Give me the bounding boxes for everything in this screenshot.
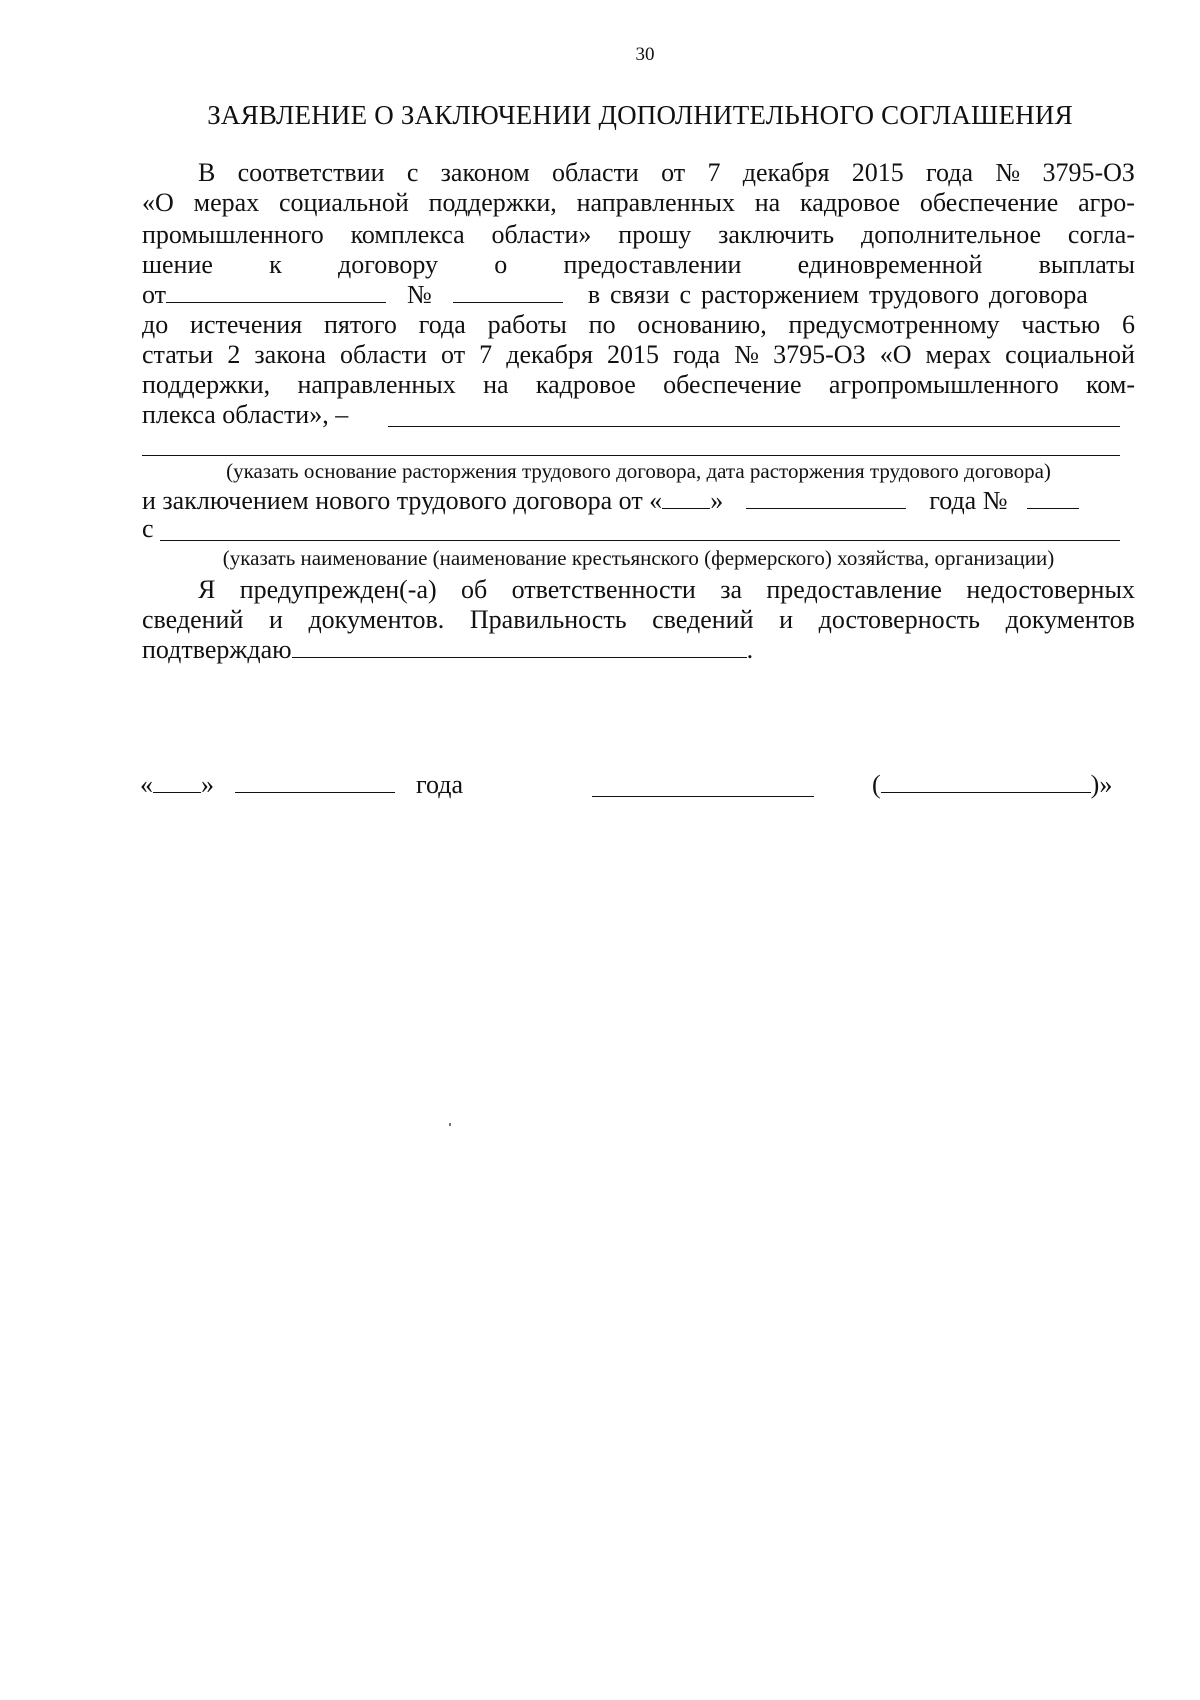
word: «О [879, 340, 912, 369]
word: сведений [652, 605, 754, 634]
word: документов [1005, 605, 1135, 634]
sig-open-quote: « [140, 770, 153, 799]
word: В [198, 158, 216, 187]
sig-year-label: года [416, 770, 464, 799]
word: о [494, 250, 508, 279]
sig-close-quote: » [201, 770, 214, 799]
word: единовременной [797, 250, 983, 279]
word: прошу [618, 220, 692, 249]
word: шение [142, 250, 213, 279]
body-line-1 [198, 158, 1135, 188]
new-contract-year-label: года № [929, 486, 1008, 515]
word: достоверность [818, 605, 981, 634]
word: области [340, 340, 427, 369]
signature-date [140, 770, 463, 800]
word: года [673, 340, 721, 369]
word: Я [198, 575, 216, 604]
word: статьи [142, 340, 214, 369]
contract-number-field[interactable] [453, 280, 563, 303]
new-contract-month-field[interactable] [746, 486, 906, 509]
word: мерах [193, 188, 260, 217]
word: сведений [142, 605, 244, 634]
termination-hint: (указать основание расторжения трудового договора, дата расторжения трудового договора) [226, 459, 1051, 483]
word: связи [610, 280, 670, 309]
word: расторжением [700, 280, 860, 309]
word: области» [491, 220, 592, 249]
warning-line-3 [142, 635, 1135, 665]
word: направленных [297, 370, 456, 399]
word: истечения [190, 310, 303, 339]
word: предоставлении [563, 250, 742, 279]
word: на [754, 188, 781, 217]
word: обеспечение [663, 370, 802, 399]
with-label: с [142, 514, 154, 543]
sig-month-field[interactable] [235, 770, 395, 793]
word: «О [142, 188, 174, 217]
word: поддержки, [142, 370, 271, 399]
confirm-period: . [746, 635, 754, 664]
word: поддержки, [428, 188, 557, 217]
word: и [268, 605, 283, 634]
scan-speck [449, 1123, 451, 1126]
word: декабря [742, 158, 830, 187]
body-line-6 [142, 310, 1135, 340]
word: года [418, 310, 466, 339]
word: направленных [576, 188, 735, 217]
word: 7 [707, 158, 721, 187]
body-line-2 [142, 188, 1135, 218]
word: выплаты [1038, 250, 1135, 279]
body-line-5-tail [588, 280, 1088, 310]
word: комплекса [350, 220, 465, 249]
word: № [734, 340, 760, 369]
word: Правильность [469, 605, 627, 634]
word: агропромышленного [828, 370, 1059, 399]
word: 2 [227, 340, 241, 369]
word: заключить [718, 220, 835, 249]
word: частью [1021, 310, 1101, 339]
word: 3795-ОЗ [773, 340, 866, 369]
contract-date-field[interactable] [166, 280, 386, 303]
word: года [926, 158, 974, 187]
word: с [679, 280, 692, 309]
sig-day-field[interactable] [153, 770, 201, 793]
body-line-5 [142, 280, 1135, 310]
word: дополнительное [860, 220, 1042, 249]
document-title: ЗАЯВЛЕНИЕ О ЗАКЛЮЧЕНИИ ДОПОЛНИТЕЛЬНОГО СОГЛАШЕНИЯ [207, 100, 1073, 130]
word: по [588, 310, 616, 339]
word: ком- [1086, 370, 1135, 399]
body-line-8 [142, 370, 1135, 400]
body-line-4 [142, 250, 1135, 280]
termination-reason-field-2[interactable] [142, 455, 1120, 456]
word: в [587, 280, 601, 309]
word: к [269, 250, 282, 279]
word: кадровое [800, 188, 901, 217]
word: 2015 [607, 340, 660, 369]
new-contract-day-field[interactable] [662, 486, 710, 509]
new-contract-line [142, 486, 1135, 516]
word: пятого [323, 310, 397, 339]
word: от [441, 340, 466, 369]
signature-name [872, 770, 1112, 800]
word: предупрежден(-а) [239, 575, 437, 604]
word: и [779, 605, 794, 634]
word: 2015 [851, 158, 904, 187]
word: об [461, 575, 488, 604]
word: недостоверных [966, 575, 1135, 604]
from-label: от [142, 280, 167, 309]
word: № [995, 158, 1021, 187]
confirm-signature-field[interactable] [292, 635, 747, 658]
word: согла- [1067, 220, 1135, 249]
word: работы [487, 310, 567, 339]
body-line-7 [142, 340, 1135, 370]
word: с [406, 158, 419, 187]
word: 6 [1121, 310, 1135, 339]
word: договору [338, 250, 439, 279]
new-contract-number-field[interactable] [1027, 486, 1079, 509]
word: обеспечение [919, 188, 1059, 217]
word: декабря [506, 340, 593, 369]
word: социальной [278, 188, 409, 217]
word: на [483, 370, 509, 399]
word: предоставление [766, 575, 942, 604]
word: кадровое [535, 370, 636, 399]
word: за [720, 575, 743, 604]
number-sign: № [407, 280, 432, 309]
word: до [142, 310, 169, 339]
word: ответственности [511, 575, 696, 604]
body-line-9-text: плекса области», – [142, 400, 349, 429]
organization-hint: (указать наименование (наименование крестьянского (фермерского) хозяйства, организации) [222, 546, 1055, 570]
employer-name-field[interactable] [160, 540, 1120, 541]
word: области [551, 158, 639, 187]
word: законом [440, 158, 530, 187]
word: социальной [1005, 340, 1135, 369]
warning-line-2 [142, 605, 1135, 635]
word: мерах [925, 340, 992, 369]
word: 7 [479, 340, 493, 369]
new-contract-close-quote: » [710, 486, 724, 515]
page-number: 30 [635, 44, 655, 65]
sig-name-field[interactable] [881, 770, 1091, 793]
signature-field[interactable] [592, 796, 814, 797]
word: 3795-ОЗ [1042, 158, 1135, 187]
word: от [661, 158, 686, 187]
word: агро- [1078, 188, 1135, 217]
sig-paren-open: ( [872, 770, 881, 799]
sig-paren-close: )» [1090, 770, 1113, 799]
new-contract-prefix: и заключением нового трудового договора от « [142, 486, 663, 515]
word: соответствии [237, 158, 385, 187]
word: закона [254, 340, 326, 369]
termination-reason-field-1[interactable] [388, 426, 1120, 427]
word: документов. [308, 605, 445, 634]
word: промышленного [142, 220, 324, 249]
warning-line-1 [198, 575, 1135, 605]
body-line-3 [142, 220, 1135, 250]
word: основанию, [637, 310, 767, 339]
confirm-label: подтверждаю [142, 635, 292, 664]
word: трудового [868, 280, 979, 309]
word: договора [988, 280, 1088, 309]
word: предусмотренному [788, 310, 1000, 339]
